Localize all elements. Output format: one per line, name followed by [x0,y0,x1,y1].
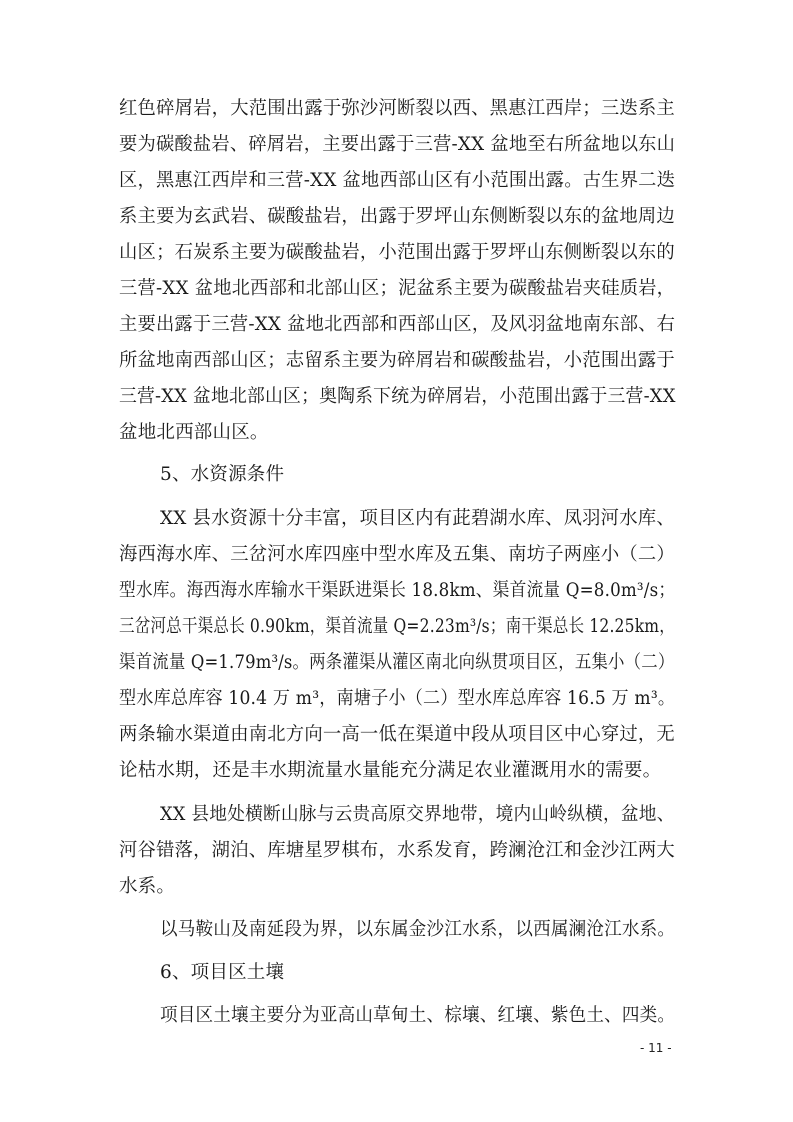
text-line: 系主要为玄武岩、碳酸盐岩，出露于罗坪山东侧断裂以东的盆地周边 [119,206,675,227]
text-line: 盆地北西部山区。 [119,422,269,443]
text-line: 型水库。海西海水库输水干渠跃进渠长 18.8km、渠首流量 Q=8.0m³/s； [119,580,676,601]
text-line: 论枯水期，还是丰水期流量水量能充分满足农业灌溉用水的需要。 [119,760,662,781]
text-line: 主要出露于三营-XX 盆地北西部和西部山区，及风羽盆地南东部、右 [119,314,676,335]
text-line: 河谷错落，湖泊、库塘星罗棋布，水系发育，跨澜沧江和金沙江两大 [119,840,675,861]
text-line: 三营-XX 盆地北西部和北部山区；泥盆系主要为碳酸盐岩夹硅质岩， [119,278,676,299]
paragraph-first-line: XX 县地处横断山脉与云贵高原交界地带，境内山岭纵横，盆地、 [160,804,675,825]
text-line: 渠首流量 Q=1.79m³/s。两条灌渠从灌区南北向纵贯项目区，五集小（二） [119,652,675,673]
text-line: 要为碳酸盐岩、碎屑岩，主要出露于三营-XX 盆地至右所盆地以东山 [119,134,676,155]
text-line: 水系。 [119,876,176,897]
text-line: 海西海水库、三岔河水库四座中型水库及五集、南坊子两座小（二） [119,544,675,565]
text-line: 红色碎屑岩，大范围出露于弥沙河断裂以西、黑惠江西岸；三迭系主 [119,98,675,119]
page-number: - 11 - [640,1041,672,1055]
text-line: 两条输水渠道由南北方向一高一低在渠道中段从项目区中心穿过，无 [119,724,675,745]
paragraph-first-line: 项目区土壤主要分为亚高山草甸土、棕壤、红壤、紫色土、四类。 [160,1005,676,1026]
text-line: 山区；石炭系主要为碳酸盐岩，小范围出露于罗坪山东侧断裂以东的 [119,242,675,263]
section-heading: 5、水资源条件 [160,464,285,485]
text-line: 区，黑惠江西岸和三营-XX 盆地西部山区有小范围出露。古生界二迭 [119,170,676,191]
text-line: 三营-XX 盆地北部山区；奥陶系下统为碎屑岩，小范围出露于三营-XX [119,386,676,407]
text-line: 三岔河总干渠总长 0.90km，渠首流量 Q=2.23m³/s；南干渠总长 12.25km， [119,616,675,637]
paragraph-first-line: XX 县水资源十分丰富，项目区内有茈碧湖水库、凤羽河水库、 [160,508,675,529]
text-line: 型水库总库容 10.4 万 m³，南塘子小（二）型水库总库容 16.5 万 m³。 [119,688,676,709]
text-line: 所盆地南西部山区；志留系主要为碎屑岩和碳酸盐岩，小范围出露于 [119,350,675,371]
section-heading: 6、项目区土壤 [160,962,285,983]
paragraph-first-line: 以马鞍山及南延段为界，以东属金沙江水系，以西属澜沧江水系。 [160,919,676,940]
